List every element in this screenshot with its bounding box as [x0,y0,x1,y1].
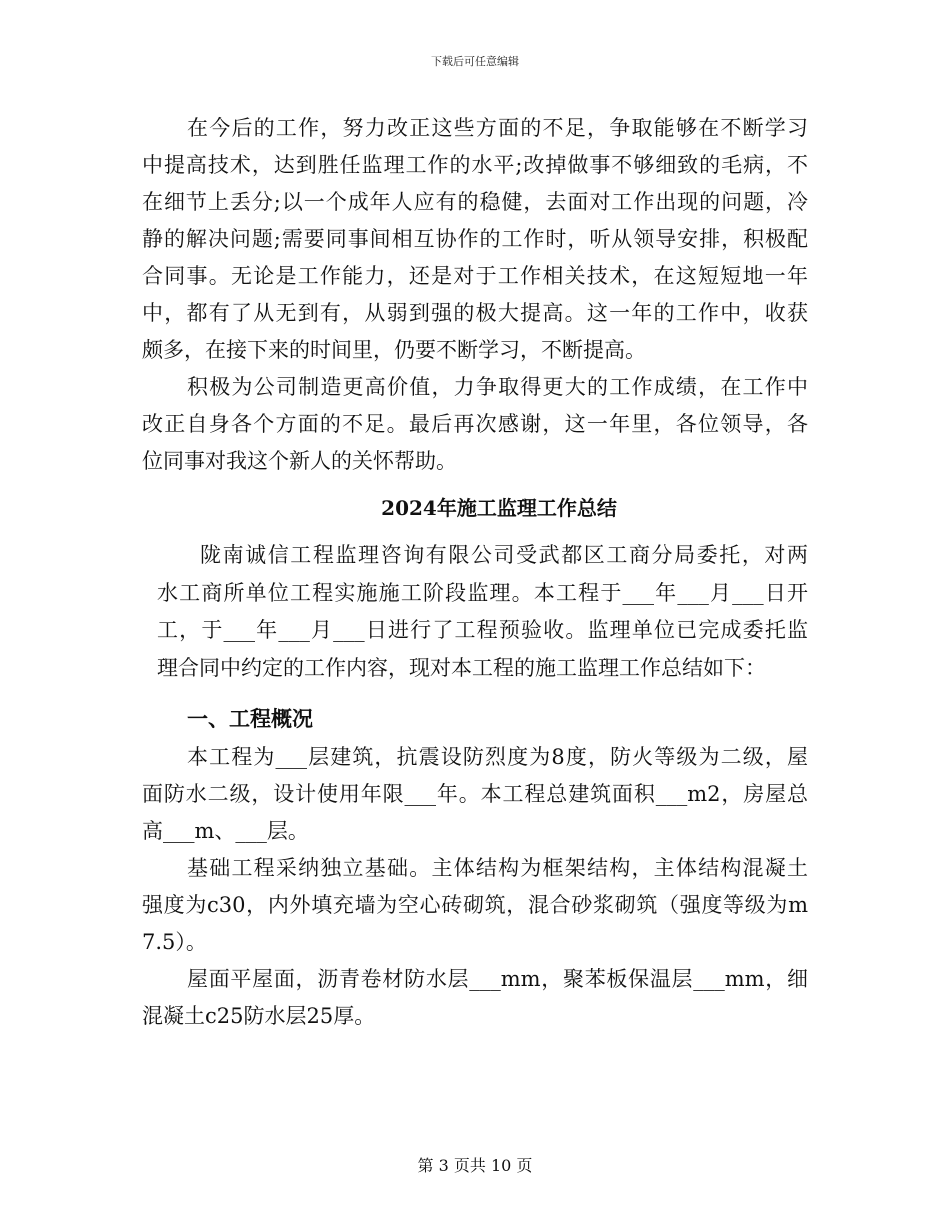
paragraph-line: 静的解决问题;需要同事间相互协作的工作时，听从领导安排，积极配 [142,227,808,251]
page-number: 第 3 页共 10 页 [417,1156,533,1175]
paragraph [142,110,808,369]
paragraph-line: 改正自身各个方面的不足。最后再次感谢，这一年里，各位领导，各 [142,412,808,436]
paragraph-line: 理合同中约定的工作内容，现对本工程的施工监理工作总结如下： [157,655,766,680]
paragraph-line: 面防水二级，设计使用年限___年。本工程总建筑面积___m2，房屋总 [142,781,808,806]
paragraph-line: 高___m、___层。 [142,818,309,843]
paragraph [142,369,808,480]
paragraph-line: 7.5）。 [142,929,207,954]
paragraph-line: 积极为公司制造更高价值，力争取得更大的工作成绩，在工作中 [187,375,808,399]
paragraph-line: 基础工程采纳独立基础。主体结构为框架结构，主体结构混凝土 [187,855,808,880]
paragraph [142,850,808,961]
paragraph-line: 强度为c30，内外填充墙为空心砖砌筑，混合砂浆砌筑（强度等级为m [142,892,808,917]
paragraph-line: 中，都有了从无到有，从弱到强的极大提高。这一年的工作中，收获 [142,301,808,325]
paragraph-line: 工，于___年___月___日进行了工程预验收。监理单位已完成委托监 [157,618,808,642]
paragraph-line: 位同事对我这个新人的关怀帮助。 [142,449,457,473]
header-note: 下载后可任意编辑 [431,55,519,68]
paragraph-line: 混凝土c25防水层25厚。 [142,1003,376,1028]
paragraph-line: 陇南诚信工程监理咨询有限公司受武都区工商分局委托，对两 [200,543,808,567]
paragraph-line: 本工程为___层建筑，抗震设防烈度为8度，防火等级为二级，屋 [187,744,808,769]
paragraph-line: 在今后的工作，努力改正这些方面的不足，争取能够在不断学习 [187,116,808,140]
document-body [142,110,808,1035]
opening-paragraph [157,537,808,687]
paragraph-line: 水工商所单位工程实施施工阶段监理。本工程于___年___月___日开 [157,580,808,605]
paragraph-line: 中提高技术，达到胜任监理工作的水平;改掉做事不够细致的毛病，不 [142,153,808,177]
paragraph-line: 颇多，在接下来的时间里，仍要不断学习，不断提高。 [142,338,646,362]
document-title: 2024年施工监理工作总结 [381,496,617,520]
section-heading: 一、工程概况 [187,706,313,731]
paragraph-line: 屋面平屋面，沥青卷材防水层___mm，聚苯板保温层___mm，细 [187,966,808,991]
paragraph-line: 在细节上丢分;以一个成年人应有的稳健，去面对工作出现的问题，冷 [142,190,808,214]
paragraph-line: 合同事。无论是工作能力，还是对于工作相关技术，在这短短地一年 [142,264,808,288]
paragraph [142,739,808,850]
paragraph [142,961,808,1035]
section-content [142,739,808,1035]
